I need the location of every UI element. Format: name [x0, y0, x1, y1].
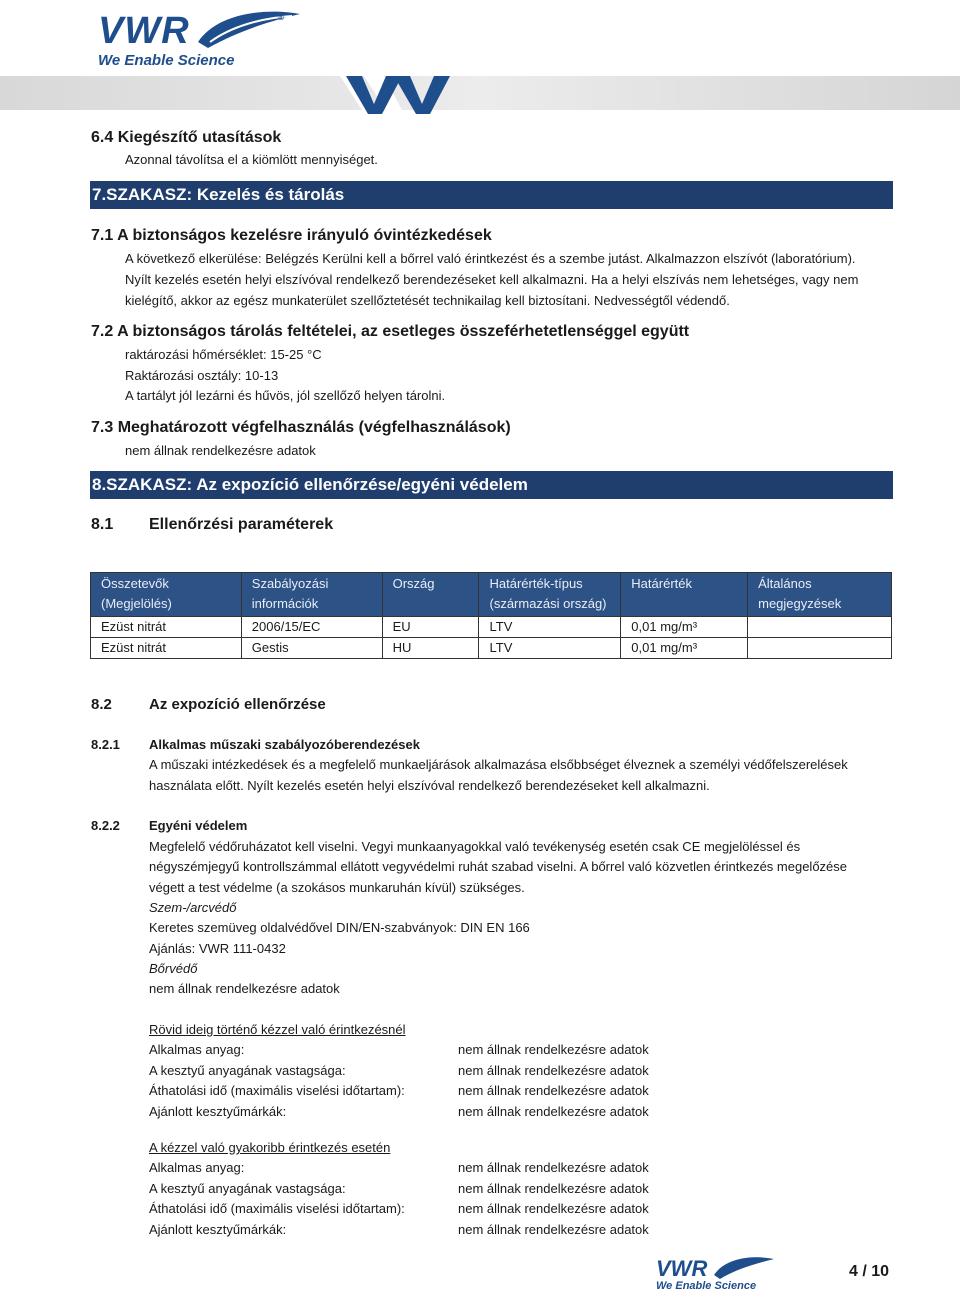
s7-1-line-2: Nyílt kezelés esetén helyi elszívóval rendelkező berendezéseket kell alkalmazni. Ha a helyi elszívás nem lehetséges, vagy nem — [125, 272, 859, 287]
table-cell: LTV — [479, 638, 621, 659]
table-cell: LTV — [479, 617, 621, 638]
table-cell: EU — [382, 617, 479, 638]
s7-2-title: 7.2 A biztonságos tárolás feltételei, az esetleges összeférhetetlenséggel együtt — [91, 323, 690, 340]
short-contact-value-2: nem állnak rendelkezésre adatok — [458, 1063, 649, 1078]
table-cell: 0,01 mg/m³ — [621, 638, 748, 659]
frequent-contact-label-2: A kesztyű anyagának vastagsága: — [149, 1181, 346, 1196]
table-cell: 2006/15/EC — [241, 617, 382, 638]
frequent-contact-label-4: Ajánlott kesztyűmárkák: — [149, 1222, 287, 1237]
short-contact-label-3: Áthatolási idő (maximális viselési időtartam): — [149, 1083, 405, 1098]
eye-protection-line-2: Ajánlás: VWR 111-0432 — [149, 941, 286, 956]
frequent-contact-value-1: nem állnak rendelkezésre adatok — [458, 1160, 649, 1175]
section-8-bar: 8.SZAKASZ: Az expozíció ellenőrzése/egyéni védelem — [90, 471, 893, 499]
s8-2-2-line-2: négyszémjegyű kontrollszámmal ellátott vegyvédelmi ruhát szabad viselni. A bőrrel való közvetlen érintkezés megelőzése — [149, 859, 848, 874]
frequent-contact-value-2: nem állnak rendelkezésre adatok — [458, 1181, 649, 1196]
s7-1-title: 7.1 A biztonságos kezelésre irányuló óvintézkedések — [91, 227, 492, 244]
frequent-contact-value-4: nem állnak rendelkezésre adatok — [458, 1222, 649, 1237]
table-cell: Ezüst nitrát — [91, 617, 242, 638]
s8-1-title: Ellenőrzési paraméterek — [149, 516, 334, 533]
s8-2-1-line-2: használata előtt. Nyílt kezelés esetén helyi elszívóval rendelkező berendezéseket kell alkalmazni. — [149, 778, 710, 793]
leaf-icon — [188, 8, 308, 52]
s7-2-line-2: Raktározási osztály: 10-13 — [125, 368, 279, 383]
s7-2-line-1: raktározási hőmérséklet: 15-25 °C — [125, 347, 322, 362]
header-chevron-graphic — [340, 70, 960, 115]
table-cell: Gestis — [241, 638, 382, 659]
s7-3-text: nem állnak rendelkezésre adatok — [125, 443, 316, 458]
header-logo-text: VWR — [98, 10, 190, 52]
s7-2-line-3: A tartályt jól lezárni és hűvös, jól szellőző helyen tárolni. — [125, 388, 446, 403]
skin-protection-label: Bőrvédő — [149, 961, 198, 976]
table-cell — [748, 638, 892, 659]
s8-2-2-line-1: Megfelelő védőruházatot kell viselni. Vegyi munkaanyagokkal való tevékenység esetén csak CE megjelöléssel és — [149, 839, 801, 854]
frequent-contact-title: A kézzel való gyakoribb érintkezés esetén — [149, 1140, 391, 1155]
footer-logo — [656, 1258, 756, 1292]
s7-1-line-3: kielégítő, akkor az egész munkaterület szellőztetését technikailag kell biztosítani. Nedvességtől védendő. — [125, 293, 730, 308]
s8-2-2-number: 8.2.2 — [91, 818, 120, 833]
registered-mark: ® — [277, 12, 285, 22]
table-cell: Ezüst nitrát — [91, 638, 242, 659]
s8-2-1-title: Alkalmas műszaki szabályozóberendezések — [149, 737, 420, 752]
short-contact-value-1: nem állnak rendelkezésre adatok — [458, 1042, 649, 1057]
header-cell-component: Összetevők (Megjelölés) — [91, 573, 242, 617]
header-cell-limit-value: Határérték — [621, 573, 748, 617]
s8-2-2-title: Egyéni védelem — [149, 818, 248, 833]
s8-2-2-line-3: végett a test védelme (a szokásos munkaruhán kívül) szükséges. — [149, 880, 525, 895]
section-7-bar: 7.SZAKASZ: Kezelés és tárolás — [90, 181, 893, 209]
s7-3-title: 7.3 Meghatározott végfelhasználás (végfelhasználások) — [91, 419, 511, 436]
short-contact-label-1: Alkalmas anyag: — [149, 1042, 245, 1057]
footer-logo-tagline: We Enable Science — [656, 1280, 757, 1292]
s6-4-text: Azonnal távolítsa el a kiömlött mennyiséget. — [125, 152, 378, 167]
footer-logo-text: VWR — [656, 1256, 708, 1281]
frequent-contact-value-3: nem állnak rendelkezésre adatok — [458, 1201, 649, 1216]
s7-1-line-1: A következő elkerülése: Belégzés Kerülni kell a bőrrel való érintkezést és a szembe jutást. Alkalmazzon elszívót (laboratórium). — [125, 251, 856, 266]
s8-2-1-line-1: A műszaki intézkedések és a megfelelő munkaeljárások alkalmazása elsőbbséget élveznek a személyi védőfelszerelések — [149, 757, 848, 772]
short-contact-title: Rövid ideig történő kézzel való érintkezésnél — [149, 1022, 406, 1037]
header-cell-remarks: Általános megjegyzések — [748, 573, 892, 617]
s8-2-title: Az expozíció ellenőrzése — [149, 696, 326, 713]
s8-2-number: 8.2 — [91, 696, 112, 713]
s8-2-1-number: 8.2.1 — [91, 737, 120, 752]
header-logo-tagline: We Enable Science — [98, 52, 235, 69]
short-contact-label-2: A kesztyű anyagának vastagsága: — [149, 1063, 346, 1078]
short-contact-value-3: nem állnak rendelkezésre adatok — [458, 1083, 649, 1098]
exposure-limits-table — [90, 572, 892, 659]
s8-1-number: 8.1 — [91, 516, 114, 533]
s6-4-title: 6.4 Kiegészítő utasítások — [91, 129, 282, 146]
header-cell-limit-type: Határérték-típus (származási ország) — [479, 573, 621, 617]
table-cell: HU — [382, 638, 479, 659]
skin-protection-text: nem állnak rendelkezésre adatok — [149, 981, 340, 996]
short-contact-value-4: nem állnak rendelkezésre adatok — [458, 1104, 649, 1119]
frequent-contact-label-1: Alkalmas anyag: — [149, 1160, 245, 1175]
table-cell — [748, 617, 892, 638]
table-header-row — [91, 573, 892, 617]
footer-leaf-icon — [708, 1255, 778, 1281]
eye-protection-line-1: Keretes szemüveg oldalvédővel DIN/EN-szabványok: DIN EN 166 — [149, 920, 530, 935]
header-logo — [98, 10, 285, 69]
header-cell-regulation: Szabályozási információk — [241, 573, 382, 617]
page-number: 4 / 10 — [849, 1263, 890, 1280]
short-contact-label-4: Ajánlott kesztyűmárkák: — [149, 1104, 287, 1119]
eye-protection-label: Szem-/arcvédő — [149, 900, 237, 915]
table-row — [91, 638, 892, 659]
table-cell: 0,01 mg/m³ — [621, 617, 748, 638]
table-row — [91, 617, 892, 638]
frequent-contact-label-3: Áthatolási idő (maximális viselési időtartam): — [149, 1201, 405, 1216]
header-cell-country: Ország — [382, 573, 479, 617]
